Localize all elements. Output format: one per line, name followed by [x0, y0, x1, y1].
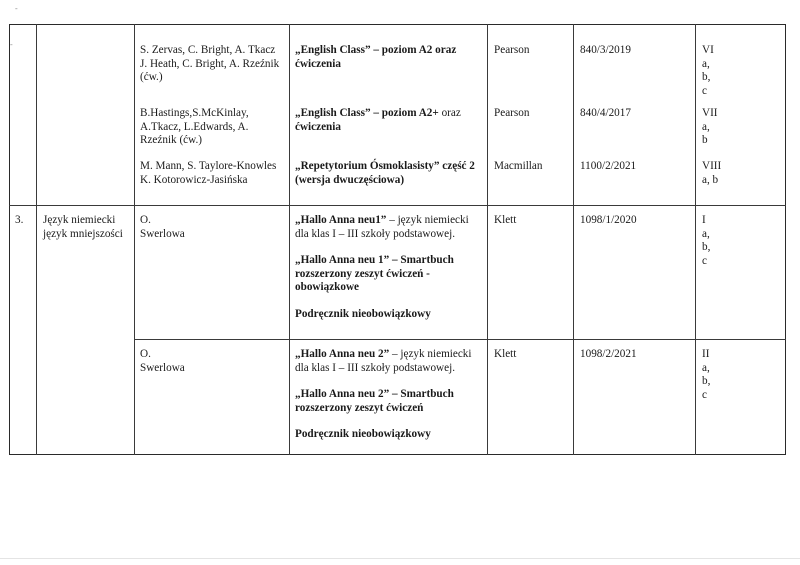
title-cell: „English Class” – poziom A2 oraz ćwiczenia	[295, 44, 457, 70]
title-bold: „English Class” – poziom A2+	[295, 107, 439, 119]
author-cell: O. Swerlowa	[140, 214, 185, 240]
author-cell: O. Swerlowa	[140, 348, 185, 374]
smartbuch-note: „Hallo Anna neu 2” – Smartbuch rozszerzony zeszyt ćwiczeń	[295, 388, 454, 414]
publisher-cell: Pearson	[494, 44, 530, 56]
author-cell: S. Zervas, C. Bright, A. Tkacz J. Heath, C. Bright, A. Rzeźnik (ćw.)	[140, 44, 280, 83]
col-divider	[36, 24, 37, 455]
title-bold-2: ćwiczenia	[295, 120, 341, 133]
author-cell: B.Hastings,S.McKinlay, A.Tkacz, L.Edwards, A. Rzeźnik (ćw.)	[140, 107, 249, 146]
smartbuch-note: „Hallo Anna neu 1” – Smartbuch rozszerzony zeszyt ćwiczeń - obowiązkowe	[295, 254, 454, 293]
publisher-cell: Macmillan	[494, 160, 543, 172]
title-cell: „Repetytorium Ósmoklasisty” część 2 (wersja dwuczęściowa)	[295, 160, 475, 186]
title-normal: – język niemiecki dla klas I – III szkoły podstawowej.	[295, 214, 469, 240]
classes-cell: VI a, b, c	[702, 44, 714, 97]
title-bold: „Hallo Anna neu1”	[295, 214, 387, 226]
col-divider	[487, 24, 488, 455]
col-divider	[695, 24, 696, 455]
col-divider	[289, 24, 290, 455]
approval-number-cell: 840/4/2017	[580, 107, 631, 119]
optional-note: Podręcznik nieobowiązkowy	[295, 307, 431, 320]
approval-number-cell: 1100/2/2021	[580, 160, 637, 172]
publisher-cell: Klett	[494, 348, 517, 360]
title-normal: oraz	[438, 107, 461, 119]
page-edge	[0, 558, 800, 559]
publisher-cell: Klett	[494, 214, 517, 226]
row-divider	[9, 205, 786, 206]
classes-cell: VIII a, b	[702, 160, 722, 186]
row-divider	[134, 339, 786, 340]
classes-cell: II a, b, c	[702, 348, 711, 401]
col-divider	[573, 24, 574, 455]
scan-mark-top: -	[15, 4, 18, 13]
lp-cell: 3.	[15, 214, 24, 226]
title-cell	[295, 348, 485, 442]
scan-mark-left: -	[10, 40, 13, 49]
classes-cell: VII a, b	[702, 107, 718, 146]
subject-cell: Język niemiecki język mniejszości	[43, 214, 123, 240]
title-cell	[295, 107, 485, 134]
approval-number-cell: 840/3/2019	[580, 44, 631, 56]
publisher-cell: Pearson	[494, 107, 530, 119]
title-normal: – język niemiecki dla klas I – III szkoły podstawowej.	[295, 348, 472, 374]
title-bold: „Hallo Anna neu 2”	[295, 348, 390, 360]
classes-cell: I a, b, c	[702, 214, 711, 267]
title-cell	[295, 214, 485, 321]
approval-number-cell: 1098/2/2021	[580, 348, 637, 360]
author-cell: M. Mann, S. Taylore-Knowles K. Kotorowicz-Jasińska	[140, 160, 277, 186]
approval-number-cell: 1098/1/2020	[580, 214, 637, 226]
optional-note: Podręcznik nieobowiązkowy	[295, 428, 431, 440]
